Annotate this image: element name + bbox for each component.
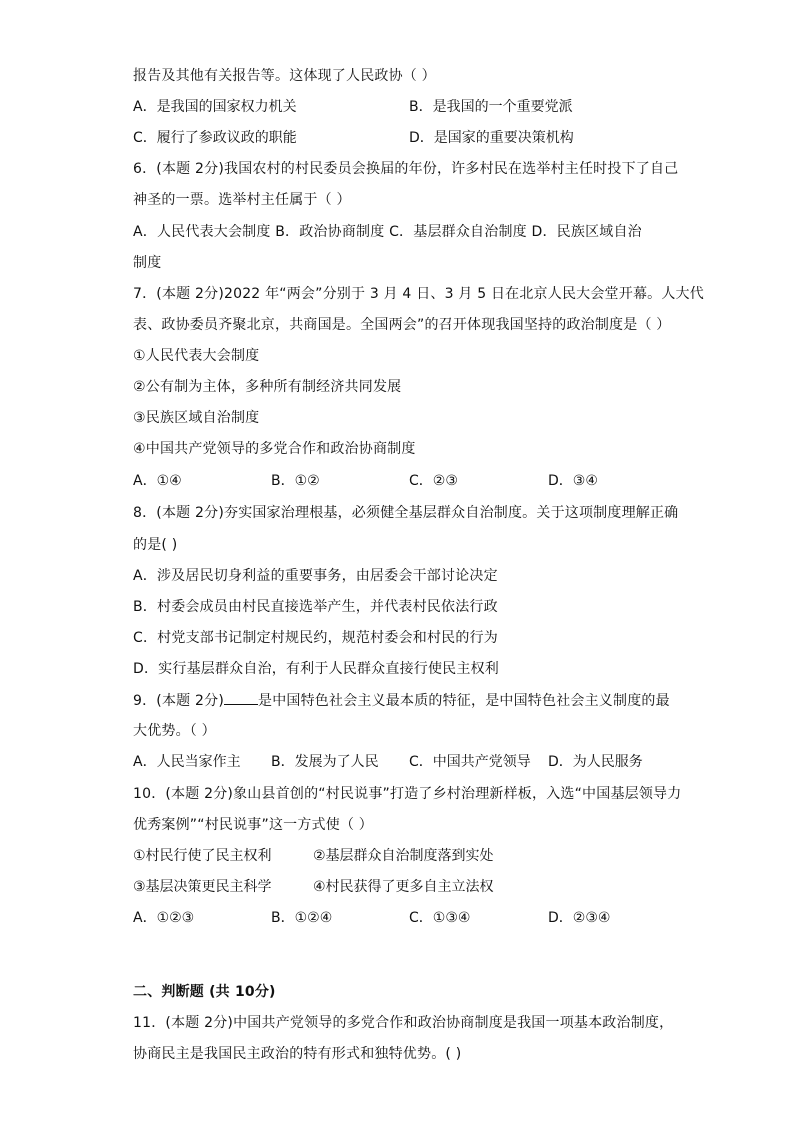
q8-option-c[interactable]: C．村党支部书记制定村规民约，规范村委会和村民的行为 [133,630,498,646]
q7-stem-line1: 7．(本题 2分)2022 年“两会”分别于 3 月 4 日、3 月 5 日在北京人民大会堂开幕。人大代 [133,286,704,302]
q7-option-d[interactable]: D．③④ [548,473,598,489]
q6-options-tail: 制度 [133,255,162,271]
q10-stem-line2: 优秀案例”“村民说事”这一方式使（ ） [133,817,374,833]
q9-stem-line1 [133,690,670,711]
q8-stem-line2: 的是( ) [133,537,178,553]
q7-item-4: ④中国共产党领导的多党合作和政治协商制度 [133,441,416,457]
q11-stem-line1: 11．(本题 2分)中国共产党领导的多党合作和政治协商制度是我国一项基本政治制度， [133,1015,674,1031]
q10-option-a[interactable]: A．①②③ [133,910,195,926]
q6-stem-line2: 神圣的一票。选举村主任属于（ ） [133,192,351,208]
q9-option-b[interactable]: B．发展为了人民 [271,754,379,770]
q6-stem-line1: 6．(本题 2分)我国农村的村民委员会换届的年份，许多村民在选举村主任时投下了自己 [133,161,679,177]
q7-item-3: ③民族区域自治制度 [133,410,260,426]
q5-option-b[interactable]: B．是我国的一个重要党派 [409,99,573,115]
section-title: 二、判断题 (共 10分) [133,984,276,1000]
q9-stem-line2: 大优势。（ ） [133,723,216,739]
q7-item-1: ①人民代表大会制度 [133,348,260,364]
q8-option-d[interactable]: D．实行基层群众自治，有利于人民群众直接行使民主权利 [133,661,499,677]
q5-option-a[interactable]: A．是我国的国家权力机关 [133,99,297,115]
q10-option-b[interactable]: B．①②④ [271,910,333,926]
q11-stem-line2: 协商民主是我国民主政治的特有形式和独特优势。( ) [133,1046,462,1062]
q8-option-b[interactable]: B．村委会成员由村民直接选举产生，并代表村民依法行政 [133,599,498,615]
q5-option-d[interactable]: D．是国家的重要决策机构 [409,130,574,146]
q9-option-a[interactable]: A．人民当家作主 [133,754,241,770]
q5-option-c[interactable]: C．履行了参政议政的职能 [133,130,297,146]
q7-stem-line2: 表、政协委员齐聚北京，共商国是。全国两会”的召开体现我国坚持的政治制度是（ ） [133,317,671,333]
q5-stem-tail: 报告及其他有关报告等。这体现了人民政协（ ） [133,68,436,84]
q9-prefix: 9．(本题 2分) [133,693,224,709]
q9-suffix: 是中国特色社会主义最本质的特征，是中国特色社会主义制度的最 [258,693,670,709]
q6-options[interactable]: A．人民代表大会制度 B．政治协商制度 C．基层群众自治制度 D．民族区域自治 [133,224,642,240]
q10-option-d[interactable]: D．②③④ [548,910,611,926]
q8-stem-line1: 8．(本题 2分)夯实国家治理根基，必须健全基层群众自治制度。关于这项制度理解正确 [133,505,679,521]
q10-item-4: ④村民获得了更多自主立法权 [313,879,494,895]
q10-stem-line1: 10．(本题 2分)象山县首创的“村民说事”打造了乡村治理新样板，入选“中国基层领导力 [133,786,682,802]
q7-option-b[interactable]: B．①② [271,473,320,489]
q7-option-a[interactable]: A．①④ [133,473,182,489]
q10-item-1: ①村民行使了民主权利 [133,848,272,864]
q8-option-a[interactable]: A．涉及居民切身利益的重要事务，由居委会干部讨论决定 [133,568,498,584]
q9-blank[interactable] [224,690,258,705]
q10-item-2: ②基层群众自治制度落到实处 [313,848,494,864]
q9-option-c[interactable]: C．中国共产党领导 [409,754,531,770]
q10-item-3: ③基层决策更民主科学 [133,879,272,895]
q7-option-c[interactable]: C．②③ [409,473,458,489]
q9-option-d[interactable]: D．为人民服务 [548,754,643,770]
q7-item-2: ②公有制为主体，多种所有制经济共同发展 [133,379,402,395]
q10-option-c[interactable]: C．①③④ [409,910,471,926]
